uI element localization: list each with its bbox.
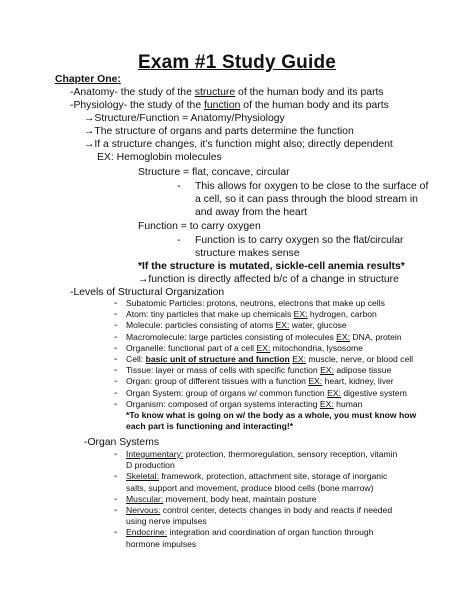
dash-marker: - — [114, 527, 118, 539]
level-item-pre: Organ System: group of organs w/ common function — [126, 387, 328, 398]
level-item-post: DNA, protein — [350, 331, 402, 342]
physiology-definition — [70, 99, 389, 112]
function-detail-2: structure makes sense — [195, 248, 300, 259]
systems-heading: -Organ Systems — [84, 437, 160, 448]
physiology-text: -Physiology- the study of the — [70, 100, 204, 111]
dash-marker: - — [114, 354, 118, 365]
physiology-text-end: of the human body and its parts — [240, 100, 389, 111]
dash-marker: - — [114, 449, 118, 460]
anatomy-text-end: of the human body and its parts — [235, 87, 384, 98]
level-item — [126, 365, 391, 376]
level-item-ex: EX: — [336, 331, 351, 342]
anatomy-definition — [70, 86, 384, 99]
system-item-line — [126, 527, 374, 538]
physiology-keyword: function — [204, 100, 241, 111]
level-item-ex: EX: — [293, 309, 308, 320]
level-item-ex: EX: — [308, 376, 323, 387]
system-item-line — [126, 483, 373, 494]
level-item — [126, 343, 363, 354]
level-item-pre: Atom: tiny particles that make up chemicals — [126, 309, 294, 320]
dash-marker: - — [114, 342, 118, 354]
system-description: using nerve impulses — [126, 516, 207, 527]
function-affected-note: →function is directly affected b/c of a change in structure — [138, 274, 399, 285]
level-item-ex: EX: — [327, 387, 341, 398]
system-name: Nervous: — [126, 505, 161, 515]
level-item-key: basic unit of structure and function — [145, 354, 290, 364]
level-item-pre: Tissue: layer or mass of cells with specific function — [126, 365, 321, 376]
level-item-post: mitochondria, lysosome — [270, 342, 363, 353]
level-item-post: water, glucose — [289, 320, 347, 331]
levels-note-2: each part is functioning and interacting!* — [126, 421, 294, 431]
level-item-pre: Cell: — [126, 354, 146, 364]
dash-marker: - — [114, 376, 118, 388]
level-item-post: hydrogen, carbon — [307, 309, 377, 320]
arrow-note-3: →If a structure changes, it’s function might also; directly dependent — [84, 139, 393, 150]
level-item — [126, 332, 402, 343]
level-item-ex: EX: — [292, 354, 307, 364]
level-item — [126, 354, 413, 365]
arrow-note-1: →Structure/Function = Anatomy/Physiology — [84, 113, 285, 124]
dash-marker: - — [114, 331, 118, 343]
anatomy-text: -Anatomy- the study of the — [70, 87, 195, 98]
mutation-note: *If the structure is mutated, sickle-cell anemia results* — [138, 261, 405, 272]
dash-marker: - — [177, 181, 181, 192]
system-description: movement, body heat, maintain posture — [163, 493, 317, 504]
level-item-post: heart, kidney, liver — [322, 376, 394, 387]
levels-note-1: *To know what is going on w/ the body as a whole, you must know how — [126, 410, 417, 420]
system-item-line — [126, 494, 317, 505]
arrow-note-2: →The structure of organs and parts determine the function — [84, 126, 354, 137]
page-title: Exam #1 Study Guide — [137, 52, 337, 73]
dash-marker: - — [177, 235, 181, 246]
dash-marker: - — [114, 493, 118, 505]
level-item-pre: Organism: composed of organ systems interacting — [126, 398, 320, 409]
chapter-heading: Chapter One: — [55, 74, 121, 85]
system-description: protection, thermoregulation, sensory reception, vitamin — [183, 449, 398, 459]
dash-marker: - — [114, 398, 118, 410]
level-item — [126, 298, 385, 309]
level-item — [126, 376, 394, 387]
structure-line: Structure = flat, concave, circular — [138, 167, 290, 178]
example-line: EX: Hemoglobin molecules — [97, 152, 222, 163]
structure-detail-3: and away from the heart — [195, 207, 308, 218]
level-item-pre: Organ: group of different tissues with a function — [126, 376, 309, 387]
dash-marker: - — [114, 505, 118, 516]
system-description: integration and coordination of organ function through — [167, 527, 374, 538]
system-name: Integumentary: — [126, 449, 184, 459]
level-item-pre: Macromolecule: large particles consisting of molecules — [126, 331, 337, 342]
system-name: Endocrine: — [126, 527, 168, 538]
level-item — [126, 388, 407, 399]
function-detail-1: Function is to carry oxygen so the flat/circular — [195, 235, 404, 246]
function-line: Function = to carry oxygen — [138, 221, 261, 232]
system-item-line — [126, 471, 387, 482]
levels-heading: -Levels of Structural Organization — [70, 287, 225, 298]
dash-marker: - — [114, 309, 118, 321]
level-item-post: digestive system — [340, 387, 407, 398]
dash-marker: - — [114, 387, 118, 399]
level-item-post: human — [333, 398, 363, 409]
level-item — [126, 309, 377, 320]
structure-detail-2: a cell, so it can pass through the blood stream in — [195, 194, 418, 205]
system-description: salts, support and movement, produce blood cells (bone marrow) — [126, 482, 374, 493]
dash-marker: - — [114, 298, 118, 309]
system-description: control center, detects changes in body and reacts if needed — [160, 505, 393, 515]
anatomy-keyword: structure — [194, 87, 236, 98]
level-item — [126, 320, 347, 331]
system-item-line — [126, 505, 392, 516]
system-item-line — [126, 449, 397, 460]
level-item-pre: Organelle: functional part of a cell — [126, 342, 257, 353]
dash-marker: - — [114, 471, 118, 483]
system-item-line — [126, 539, 196, 550]
level-item-ex: EX: — [319, 398, 334, 409]
dash-marker: - — [114, 365, 118, 377]
system-item-line — [126, 516, 207, 527]
level-item-ex: EX: — [256, 342, 271, 353]
system-description: D production — [126, 460, 175, 471]
level-item — [126, 399, 362, 410]
level-item-ex: EX: — [275, 320, 290, 331]
level-item-post: adipose tissue — [333, 365, 392, 376]
level-item-post: muscle, nerve, or blood cell — [306, 354, 414, 364]
system-description: framework, protection, attachment site, storage of inorganic — [158, 471, 388, 482]
level-item-pre: Subatomic Particles: protons, neutrons, electrons that make up cells — [126, 298, 385, 308]
system-item-line — [126, 460, 175, 471]
system-name: Skeletal: — [126, 471, 159, 482]
structure-detail-1: This allows for oxygen to be close to the surface of — [195, 181, 429, 192]
system-name: Muscular: — [126, 493, 164, 504]
level-item-pre: Molecule: particles consisting of atoms — [126, 320, 276, 331]
system-description: hormone impulses — [126, 538, 197, 549]
level-item-ex: EX: — [320, 365, 334, 376]
dash-marker: - — [114, 320, 118, 332]
